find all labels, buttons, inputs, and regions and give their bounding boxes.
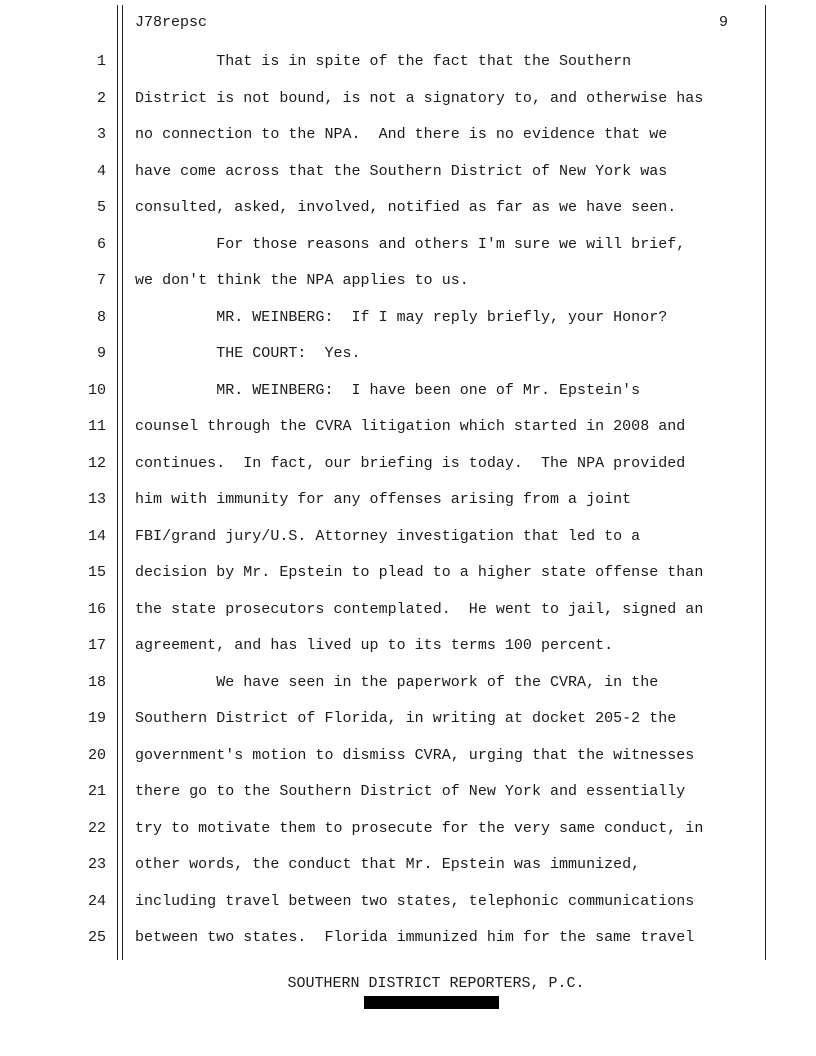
line-number: 25 [87, 929, 106, 946]
line-text: MR. WEINBERG: If I may reply briefly, your Honor? [135, 308, 668, 326]
line-number: 16 [87, 600, 106, 618]
line-number: 1 [96, 53, 106, 70]
transcript-line [0, 490, 816, 510]
line-number: 7 [96, 272, 106, 289]
line-number: 24 [87, 892, 106, 910]
transcript-line [0, 198, 816, 218]
transcript-line [0, 417, 816, 437]
line-text: government's motion to dismiss CVRA, urging that the witnesses [135, 746, 695, 764]
transcript-line [0, 271, 816, 291]
transcript-line [0, 162, 816, 182]
transcript-line [0, 892, 816, 912]
line-number: 8 [96, 308, 106, 326]
transcript-line [0, 746, 816, 766]
line-number: 15 [87, 564, 106, 581]
line-number: 6 [96, 235, 106, 253]
line-number: 18 [87, 673, 106, 691]
line-number: 21 [87, 783, 106, 800]
line-number: 19 [87, 710, 106, 727]
line-text: counsel through the CVRA litigation which started in 2008 and [135, 418, 686, 435]
transcript-line [0, 636, 816, 656]
line-text: continues. In fact, our briefing is today. The NPA provided [135, 454, 686, 472]
line-text: him with immunity for any offenses arising from a joint [135, 491, 632, 508]
redaction-bar [364, 996, 499, 1009]
line-number: 23 [87, 856, 106, 873]
line-number: 4 [96, 162, 106, 180]
transcript-line [0, 563, 816, 583]
transcript-line [0, 454, 816, 474]
transcript-line [0, 600, 816, 620]
line-text: other words, the conduct that Mr. Epstein was immunized, [135, 856, 641, 873]
left-margin-rule-inner [122, 5, 123, 960]
page-number: 9 [718, 14, 728, 31]
line-text: That is in spite of the fact that the Southern [135, 53, 632, 70]
transcript-line [0, 709, 816, 729]
transcript-line [0, 855, 816, 875]
line-number: 11 [87, 418, 106, 435]
line-number: 22 [87, 819, 106, 837]
line-text: no connection to the NPA. And there is no evidence that we [135, 126, 668, 143]
left-margin-rule-outer [117, 5, 118, 960]
transcript-line [0, 344, 816, 364]
transcript-line [0, 125, 816, 145]
line-text: For those reasons and others I'm sure we will brief, [135, 235, 686, 253]
line-text: the state prosecutors contemplated. He went to jail, signed an [135, 600, 704, 618]
line-number: 10 [87, 381, 106, 399]
line-text: we don't think the NPA applies to us. [135, 272, 469, 289]
transcript-line [0, 527, 816, 547]
transcript-line [0, 235, 816, 255]
reporter-footer: SOUTHERN DISTRICT REPORTERS, P.C. [287, 975, 585, 992]
transcript-line [0, 673, 816, 693]
line-number: 20 [87, 746, 106, 764]
line-number: 17 [87, 637, 106, 654]
line-text: THE COURT: Yes. [135, 345, 361, 362]
line-text: We have seen in the paperwork of the CVRA, in the [135, 673, 659, 691]
line-text: District is not bound, is not a signatory to, and otherwise has [135, 89, 704, 107]
line-number: 9 [96, 345, 106, 362]
line-text: have come across that the Southern District of New York was [135, 162, 668, 180]
transcript-line [0, 928, 816, 948]
line-text: including travel between two states, telephonic communications [135, 892, 695, 910]
line-text: between two states. Florida immunized him for the same travel [135, 929, 695, 946]
line-number: 5 [96, 199, 106, 216]
line-text: MR. WEINBERG: I have been one of Mr. Epstein's [135, 381, 641, 399]
line-number: 14 [87, 527, 106, 545]
line-number: 12 [87, 454, 106, 472]
transcript-line [0, 89, 816, 109]
transcript-line [0, 819, 816, 839]
transcript-line [0, 52, 816, 72]
line-text: consulted, asked, involved, notified as far as we have seen. [135, 199, 677, 216]
line-text: agreement, and has lived up to its terms 100 percent. [135, 637, 614, 654]
line-number: 2 [96, 89, 106, 107]
transcript-line [0, 381, 816, 401]
right-margin-rule [765, 5, 766, 960]
case-identifier: J78repsc [135, 14, 208, 31]
transcript-line [0, 782, 816, 802]
line-number: 3 [96, 126, 106, 143]
transcript-line [0, 308, 816, 328]
line-number: 13 [87, 491, 106, 508]
line-text: FBI/grand jury/U.S. Attorney investigation that led to a [135, 527, 641, 545]
line-text: try to motivate them to prosecute for the very same conduct, in [135, 819, 704, 837]
line-text: decision by Mr. Epstein to plead to a higher state offense than [135, 564, 704, 581]
line-text: there go to the Southern District of New York and essentially [135, 783, 686, 800]
line-text: Southern District of Florida, in writing at docket 205-2 the [135, 710, 677, 727]
